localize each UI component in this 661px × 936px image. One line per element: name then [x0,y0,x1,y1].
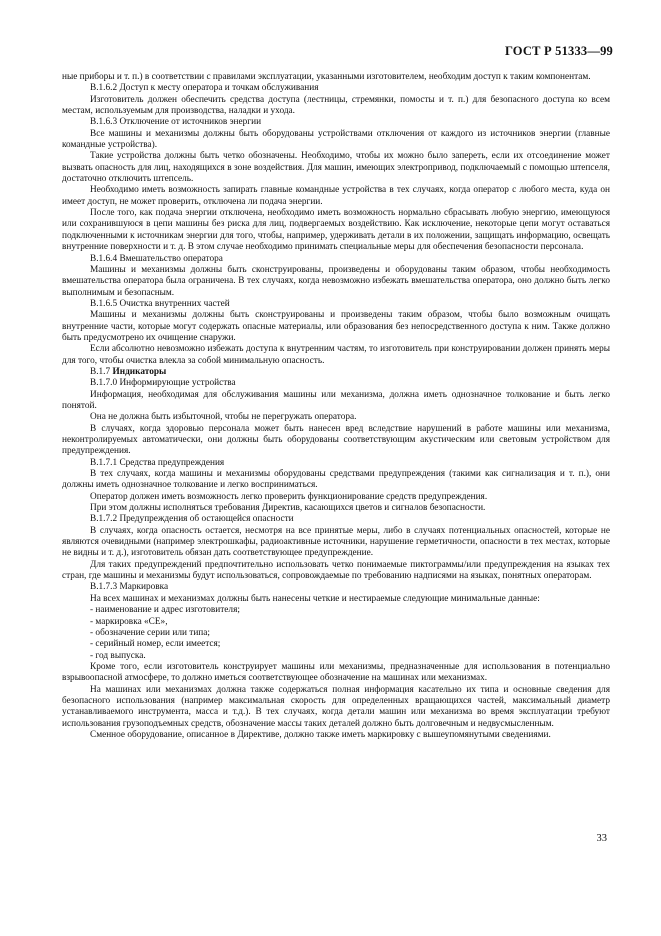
paragraph [62,526,610,560]
paragraph-text: После того, как подача энергии отключена, необходимо иметь возможность нормально сбрасывать любую энергию, имеющуюся или сохранившуюся в цепи машины без риска для лиц, подвергаемых воздействию. Как исключение, некоторые цепи могут оставаться подключенными к источникам энергии для того, чтобы, например, удерживать детали в их положении, защищать информацию, освещать внутренние поверхности и т. д. В этом случае необходимо принимать специальные меры для обеспечения безопасности персонала. [62,208,610,253]
document-header: ГОСТ Р 51333—99 [504,44,613,58]
page-number: 33 [596,833,607,844]
paragraph-text: Изготовитель должен обеспечить средства доступа (лестницы, стремянки, помосты и т. п.) для безопасного доступа ко всем местам, используемым для производства, наладки и ухода. [62,94,610,117]
section-heading [62,514,610,525]
paragraph [62,208,610,253]
paragraph [62,95,610,118]
paragraph-text: Такие устройства должны быть четко обозначены. Необходимо, чтобы их можно было запереть, если их отсоединение может вызвать опасность для лиц, находящихся в зоне воздействия. Для машин, имеющих электропривод, подключаемый с помощью штепселя, достаточно отключить штепсель. [62,151,610,185]
heading-bold-text: Индикаторы [112,366,167,377]
paragraph-text: Информация, необходимая для обслуживания машины или механизма, должна иметь однозначное толкование и быть легко понятой. [62,389,610,411]
section-heading [62,378,610,389]
list-item: - год выпуска. [90,650,146,661]
marking-list [62,605,610,662]
paragraph-text: В.1.7.0 Информирующие устройства [90,378,236,389]
paragraph-text: В.1.6.3 Отключение от источников энергии [90,117,262,128]
paragraph [62,492,610,503]
list-item: - маркировка «СЕ», [90,616,168,627]
paragraph [62,185,610,208]
paragraph-text: В случаях, когда опасность остается, несмотря на все принятые меры, либо в случаях потенциальных опасностей, которые не являются очевидными (например электрошкафы, радиоактивные источники, нарушение герметичности, опасности в тех местах, которые не видны и т. д.), изготовитель обязан дать соответствующее предупреждение. [62,525,610,559]
paragraph [62,560,610,583]
paragraph-text: В.1.7.2 Предупреждения об остающейся опасности [90,514,294,525]
paragraph-text: Необходимо иметь возможность запирать главные командные устройства в тех случаях, когда оператор с любого места, куда он имеет доступ, не может проверить, отключена ли подача энергии. [62,185,610,207]
paragraph [62,424,610,458]
paragraph-group [62,72,610,605]
paragraph [62,412,610,423]
paragraph-text: Для таких предупреждений предпочтительно использовать четко понимаемые пиктограммы/или предупреждения на языках тех стран, где машины и механизмы будут использоваться, сопровождаемые по требованию надписями на языках, понятных операторам. [62,559,610,582]
paragraph [62,594,610,605]
paragraph-text: ные приборы и т. п.) в соответствии с правилами эксплуатации, указанными изготовителем, необходим доступ к таким компонентам. [62,72,591,82]
paragraph [62,151,610,185]
paragraph-text: В тех случаях, когда машины и механизмы оборудованы средствами предупреждения (такими как сигнализация и т. п.), они должны иметь однозначное толкование и легко восприниматься. [62,469,610,491]
paragraph-text: В.1.7.3 Маркировка [90,582,169,593]
paragraph-text: Сменное оборудование, описанное в Директиве, должно также иметь маркировку с вышеупомянутыми сведениями. [90,729,551,740]
document-body [62,72,610,741]
paragraph-text: Все машины и механизмы должны быть оборудованы устройствами отключения от каждого из источников энергии (главные командные устройства). [62,128,610,151]
section-heading [62,458,610,469]
section-heading [62,367,610,378]
paragraph-text: В.1.6.2 Доступ к месту оператора и точкам обслуживания [90,83,319,94]
list-item: - серийный номер, если имеется; [90,639,221,650]
paragraph-text: Кроме того, если изготовитель конструирует машины или механизмы, предназначенные для использования в потенциально взрывоопасной атмосфере, то должно иметься соответствующее обозначение на машинах или механизмах. [62,661,610,684]
paragraph-text: На машинах или механизмах должна также содержаться полная информация касательно их типа и основные сведения для безопасного использования (например максимальная скорость для определенных вращающихся частей, максимальный диаметр устанавливаемого инструмента, масса и т.д.). В тех случаях, когда детали машин или механизма во время эксплуатации требуют использования грузоподъемных средств, обозначение массы таких деталей должно быть долговечным и недвусмысленным. [62,684,610,729]
list-item: - наименование и адрес изготовителя; [90,605,240,616]
paragraph-text: В.1.6.4 Вмешательство оператора [90,253,223,264]
paragraph [62,344,610,367]
paragraph-text: При этом должны исполняться требования Директив, касающихся цветов и сигналов безопасности. [90,503,486,514]
paragraph-text: Оператор должен иметь возможность легко проверить функционирование средств предупреждения. [90,491,488,502]
section-heading [62,83,610,94]
section-heading [62,299,610,310]
paragraph [62,685,610,730]
paragraph [62,503,610,514]
paragraph-text: На всех машинах и механизмах должны быть нанесены четкие и нестираемые следующие минимальные данные: [90,593,540,604]
paragraph-text: В.1.7 [90,366,113,377]
paragraph [62,730,610,741]
paragraph-text: В.1.7.1 Средства предупреждения [90,457,225,468]
paragraph [62,390,610,413]
paragraph-text: В.1.6.5 Очистка внутренних частей [90,298,230,309]
paragraph-text: Она не должна быть избыточной, чтобы не перегружать оператора. [90,412,357,423]
paragraph [62,310,610,344]
paragraph-text: Машины и механизмы должны быть сконструированы и произведены таким образом, чтобы было возможным очищать внутренние части, которые могут содержать опасные материалы, или образования без непосредственного доступа к ним. Также должно быть предусмотрено их очищение снаружи. [62,310,610,343]
section-heading [62,254,610,265]
paragraph [62,662,610,685]
paragraph [62,129,610,152]
section-heading [62,117,610,128]
paragraph [62,265,610,299]
paragraph-text: В случаях, когда здоровью персонала может быть нанесен вред вследствие нарушений в работе машины или механизма, неконтролируемых автоматически, они должны быть оборудованы соответствующим акустическим или световым устройством для предупреждения. [62,423,610,457]
paragraph-text: Если абсолютно невозможно избежать доступа к внутренним частям, то изготовитель при конструировании должен принять меры для того, чтобы очистка влекла за собой минимальную опасность. [62,344,610,366]
paragraph-group [62,662,610,741]
paragraph-text: Машины и механизмы должны быть сконструированы, произведены и оборудованы таким образом, чтобы необходимость вмешательства оператора была ограничена. В тех случаях, когда невозможно избежать вмешательства оператора, оно должно быть легко выполнимым и безопасным. [62,264,610,298]
paragraph [62,469,610,492]
section-heading [62,582,610,593]
paragraph [62,72,610,83]
list-item: - обозначение серии или типа; [90,627,210,638]
